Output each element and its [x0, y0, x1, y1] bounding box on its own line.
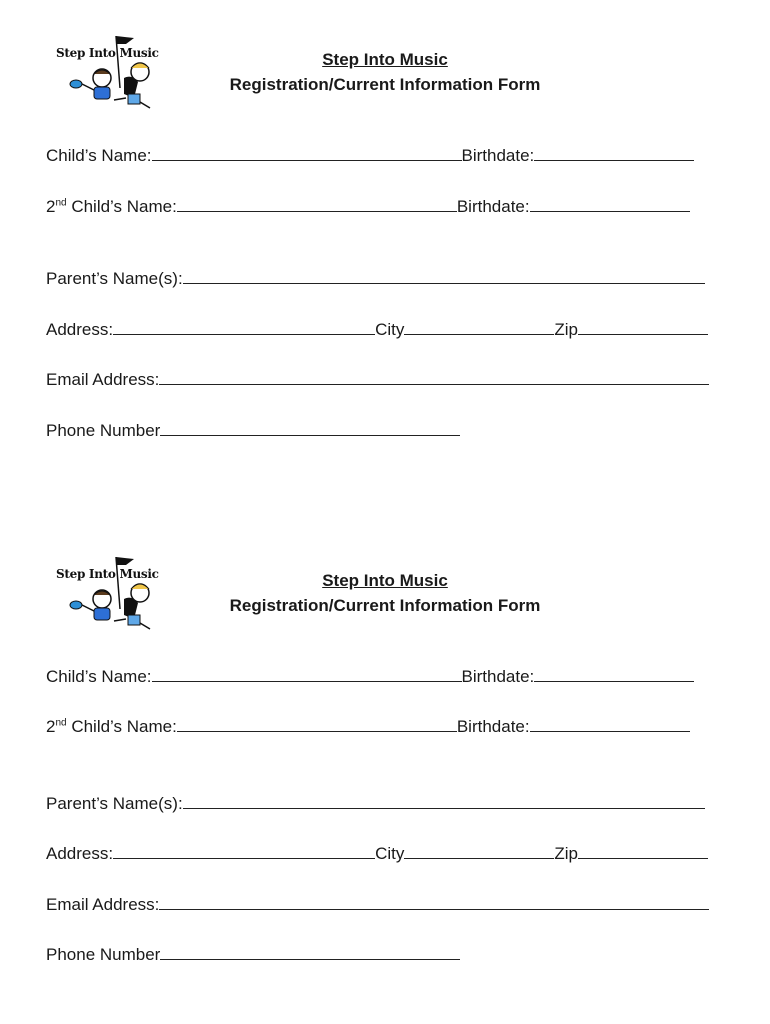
birthdate2-input[interactable]	[530, 195, 690, 212]
logo-text: Step Into Music	[56, 46, 159, 60]
birthdate-label: Birthdate:	[461, 667, 535, 686]
phone-row	[46, 943, 460, 965]
step-into-music-logo	[54, 32, 169, 112]
form-title: Step Into Music	[322, 50, 448, 69]
child-name-input[interactable]	[152, 144, 462, 161]
second-child-name-input[interactable]	[177, 715, 457, 732]
city-input[interactable]	[404, 842, 554, 859]
address-label: Address:	[46, 320, 114, 339]
address-input[interactable]	[113, 318, 375, 335]
child-name-label: Child’s Name:	[46, 667, 152, 686]
phone-input[interactable]	[160, 419, 460, 436]
address-input[interactable]	[113, 842, 375, 859]
kids-with-flag-icon	[54, 32, 169, 112]
second-child-sup: nd	[55, 717, 67, 729]
child-name-row	[46, 665, 694, 687]
second-child-label: Child’s Name:	[66, 717, 177, 736]
city-label: City	[375, 320, 405, 339]
second-child-prefix: 2	[46, 197, 56, 216]
parent-name-row	[46, 792, 705, 814]
second-child-name-row	[46, 715, 690, 737]
form-title: Step Into Music	[322, 571, 448, 590]
form-subtitle: Registration/Current Information Form	[229, 596, 541, 615]
second-child-name-input[interactable]	[177, 195, 457, 212]
birthdate-input[interactable]	[534, 144, 694, 161]
kids-with-flag-icon	[54, 553, 169, 633]
zip-label: Zip	[554, 320, 578, 339]
city-label: City	[375, 844, 405, 863]
phone-label: Phone Number	[46, 421, 161, 440]
zip-label: Zip	[554, 844, 578, 863]
second-child-sup: nd	[55, 197, 67, 209]
email-input[interactable]	[159, 368, 709, 385]
parent-name-label: Parent’s Name(s):	[46, 794, 183, 813]
address-label: Address:	[46, 844, 114, 863]
step-into-music-logo	[54, 553, 169, 633]
form-subtitle: Registration/Current Information Form	[229, 75, 541, 94]
second-child-name-row	[46, 195, 690, 217]
zip-input[interactable]	[578, 318, 708, 335]
birthdate-input[interactable]	[534, 665, 694, 682]
second-child-prefix: 2	[46, 717, 56, 736]
email-label: Email Address:	[46, 370, 160, 389]
email-row	[46, 368, 709, 390]
child-name-row	[46, 144, 694, 166]
birthdate2-label: Birthdate:	[456, 717, 530, 736]
birthdate2-label: Birthdate:	[456, 197, 530, 216]
second-child-label: Child’s Name:	[66, 197, 177, 216]
parent-name-row	[46, 267, 705, 289]
birthdate2-input[interactable]	[530, 715, 690, 732]
birthdate-label: Birthdate:	[461, 146, 535, 165]
email-input[interactable]	[159, 893, 709, 910]
parent-name-label: Parent’s Name(s):	[46, 269, 183, 288]
phone-label: Phone Number	[46, 945, 161, 964]
parent-name-input[interactable]	[183, 792, 705, 809]
email-row	[46, 893, 709, 915]
child-name-label: Child’s Name:	[46, 146, 152, 165]
parent-name-input[interactable]	[183, 267, 705, 284]
logo-text: Step Into Music	[56, 567, 159, 581]
zip-input[interactable]	[578, 842, 708, 859]
phone-input[interactable]	[160, 943, 460, 960]
phone-row	[46, 419, 460, 441]
city-input[interactable]	[404, 318, 554, 335]
child-name-input[interactable]	[152, 665, 462, 682]
email-label: Email Address:	[46, 895, 160, 914]
address-row	[46, 842, 708, 864]
address-row	[46, 318, 708, 340]
